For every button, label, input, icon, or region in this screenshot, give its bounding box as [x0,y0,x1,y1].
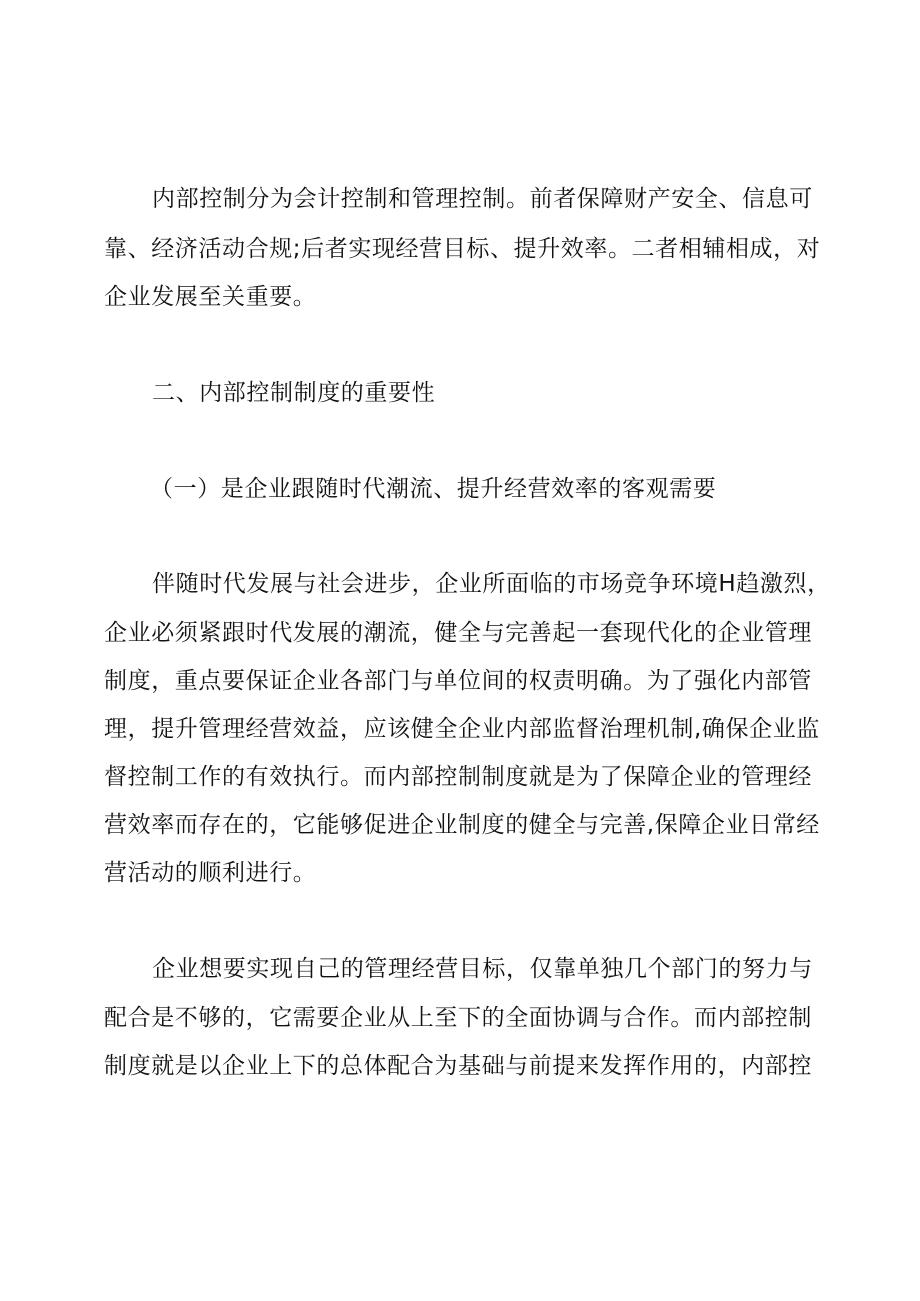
text-line: 营活动的顺利进行。 [104,860,317,886]
text-line: 企业发展至关重要。 [104,284,317,310]
text-line: 内部控制分为会计控制和管理控制。前者保障财产安全、信息可 [152,186,813,212]
text-line: 企业必须紧跟时代发展的潮流，健全与完善起一套现代化的企业管理 [104,620,812,646]
text-line: 营效率而存在的，它能够促进企业制度的健全与完善,保障企业日常经 [104,812,820,838]
text-line: 理，提升管理经营效益，应该健全企业内部监督治理机制,确保企业监 [104,716,820,742]
subsection-heading: （一）是企业跟随时代潮流、提升经营效率的客观需要 [150,476,717,502]
text-line: 企业想要实现自己的管理经营目标，仅靠单独几个部门的努力与 [152,956,813,982]
section-heading: 二、内部控制制度的重要性 [152,380,436,406]
text-line: 制度就是以企业上下的总体配合为基础与前提来发挥作用的，内部控 [104,1053,812,1079]
text-line: 制度，重点要保证企业各部门与单位间的权责明确。为了强化内部管 [104,668,812,694]
text-line: 配合是不够的，它需要企业从上至下的全面协调与合作。而内部控制 [104,1005,812,1031]
text-line: 伴随时代发展与社会进步，企业所面临的市场竞争环境H趋激烈， [152,571,831,597]
text-line: 督控制工作的有效执行。而内部控制制度就是为了保障企业的管理经 [104,764,812,790]
text-line: 靠、经济活动合规;后者实现经营目标、提升效率。二者相辅相成，对 [104,236,821,262]
